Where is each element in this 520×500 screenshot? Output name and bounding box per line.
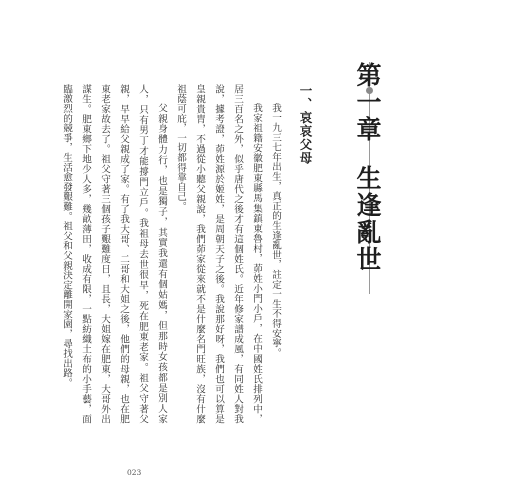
paragraph: 父親身體力行，也是獨子，其實我還有個姑媽，但那時女孩都是別人家人，只有男丁才能撐門立戶。我祖母去世很早，死在肥東老家。祖父守著父親，早早給父親成了家。有了我大哥、二哥和大姐之後，他們的母親，也在肥東老家故去了。祖父守著三個孩子艱難度日，且長，大姐嫁在肥東，大哥外出謀生。肥東鄉下地少人多，幾畝薄田，收成有限，一點紡織土布的小手藝，面臨激烈的競爭，生活愈發艱難。祖父和父親決定離開家園，尋找出路。: [61, 84, 167, 424]
page-number: 023: [127, 468, 142, 477]
chapter-number: 第一章: [353, 62, 382, 143]
paragraph: 我家祖籍安徽肥東縣馬集鎮東魯村，茆姓小門小戶，在中國姓氏排列中，居三百名之外，似乎唐代之後才有這個姓氏。近年修家譜成風，有同姓人對我說，據考證，茆姓源於姬姓，是周朝天子之後。我說那好呀，我們也可以算是皇親貴胄，不過從小聽父親說，我們茆家從來就不是什麼名門旺族，沒有什麼祖蔭可庇，一切都得靠自己。: [175, 84, 262, 424]
paragraph: 我一九三七年出生，真正的生逢亂世，註定一生不得安寧。: [270, 103, 281, 358]
chapter-name: 生逢亂世: [353, 165, 382, 273]
chapter-title: [352, 62, 382, 272]
body-text: [61, 84, 285, 424]
section-title: 一、哀哀父母: [298, 84, 313, 165]
